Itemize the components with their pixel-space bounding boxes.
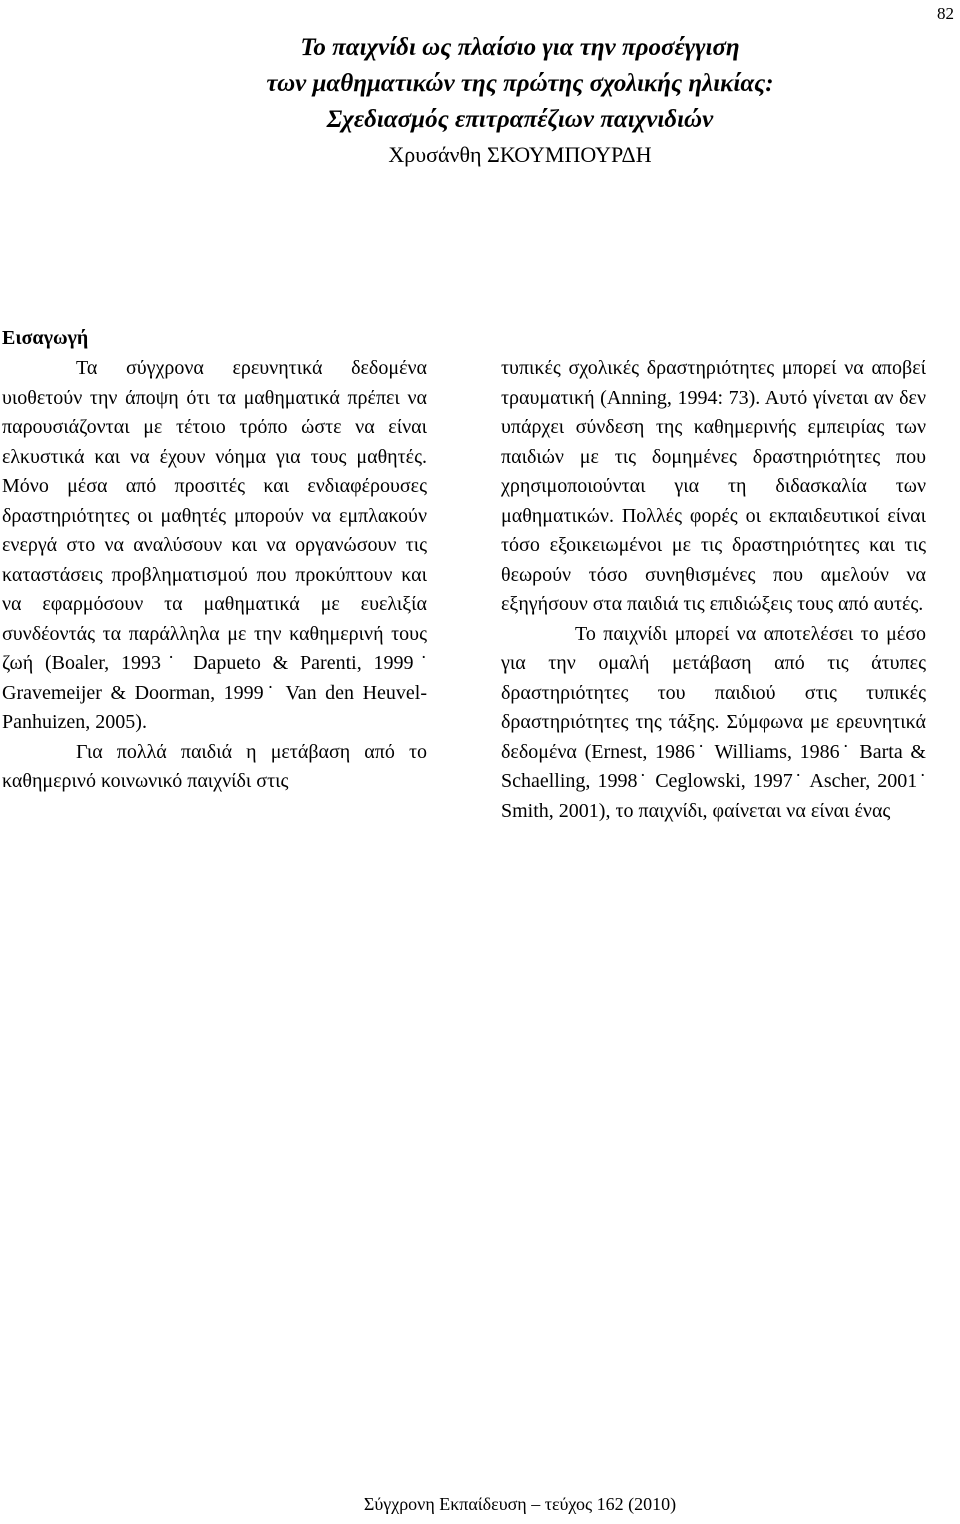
left-paragraph-2: Για πολλά παιδιά η μετάβαση από το καθημερινό κοινωνικό παιχνίδι στις bbox=[2, 740, 427, 792]
right-paragraph-1: τυπικές σχολικές δραστηριότητες μπορεί να αποβεί τραυματική (Anning, 1994: 73). Αυτό γίνεται αν δεν υπάρχει σύνδεση της καθημερινής εμπειρίας των παιδιών με τις δομημένες δραστηριότητες που χρησιμοποιούνται για τη διδασκαλία των μαθηματικών. Πολλές φορές οι εκπαιδευτικοί είναι τόσο εξοικειωμένοι με τις δραστηριότητες και τις θεωρούν τόσο συνηθισμένες που αμελούν να εξηγήσουν στα παιδιά τις επιδιώξεις τους από αυτές. bbox=[501, 357, 926, 615]
right-column bbox=[501, 354, 926, 826]
page-number: 82 bbox=[937, 4, 954, 23]
right-paragraph-2: Το παιχνίδι μπορεί να αποτελέσει το μέσο για την ομαλή μετάβαση από τις άτυπες δραστηριότητες του παιδιού στις τυπικές δραστηριότητες της τάξης. Σύμφωνα με ερευνητικά δεδομένα (Ernest, 1986˙ Williams, 1986˙ Barta & Schaelling, 1998˙ Ceglowski, 1997˙ Ascher, 2001˙ Smith, 2001), το παιχνίδι, φαίνεται να είναι ένας bbox=[501, 622, 926, 822]
section-heading: Εισαγωγή bbox=[2, 327, 89, 349]
left-column bbox=[2, 322, 427, 797]
article-author: Χρυσάνθη ΣΚΟΥΜΠΟΥΡΔΗ bbox=[388, 142, 652, 167]
page-footer: Σύγχρονη Εκπαίδευση – τεύχος 162 (2010) bbox=[363, 1494, 677, 1514]
article-title-line-3: Σχεδιασμός επιτραπέζιων παιχνιδιών bbox=[326, 106, 714, 133]
article-title-line-2: των μαθηματικών της πρώτης σχολικής ηλικίας: bbox=[266, 70, 774, 97]
article-title-line-1: Το παιχνίδι ως πλαίσιο για την προσέγγιση bbox=[300, 34, 740, 61]
left-paragraph-1: Τα σύγχρονα ερευνητικά δεδομένα υιοθετούν την άποψη ότι τα μαθηματικά πρέπει να παρουσιάζονται με τέτοιο τρόπο ώστε να είναι ελκυστικά και να έχουν νόημα για τους μαθητές. Μόνο μέσα από προσιτές και ενδιαφέρουσες δραστηριότητες οι μαθητές μπορούν να εμπλακούν ενεργά στο να αναλύσουν και να οργανώσουν τις καταστάσεις προβληματισμού που προκύπτουν και να εφαρμόσουν τα μαθηματικά με ευελιξία συνδέοντάς τα παράλληλα με την καθημερινή τους ζωή (Boaler, 1993˙ Dapueto & Parenti, 1999˙ Gravemeijer & Doorman, 1999˙ Van den Heuvel-Panhuizen, 2005). bbox=[2, 357, 427, 733]
article-header bbox=[0, 30, 960, 170]
